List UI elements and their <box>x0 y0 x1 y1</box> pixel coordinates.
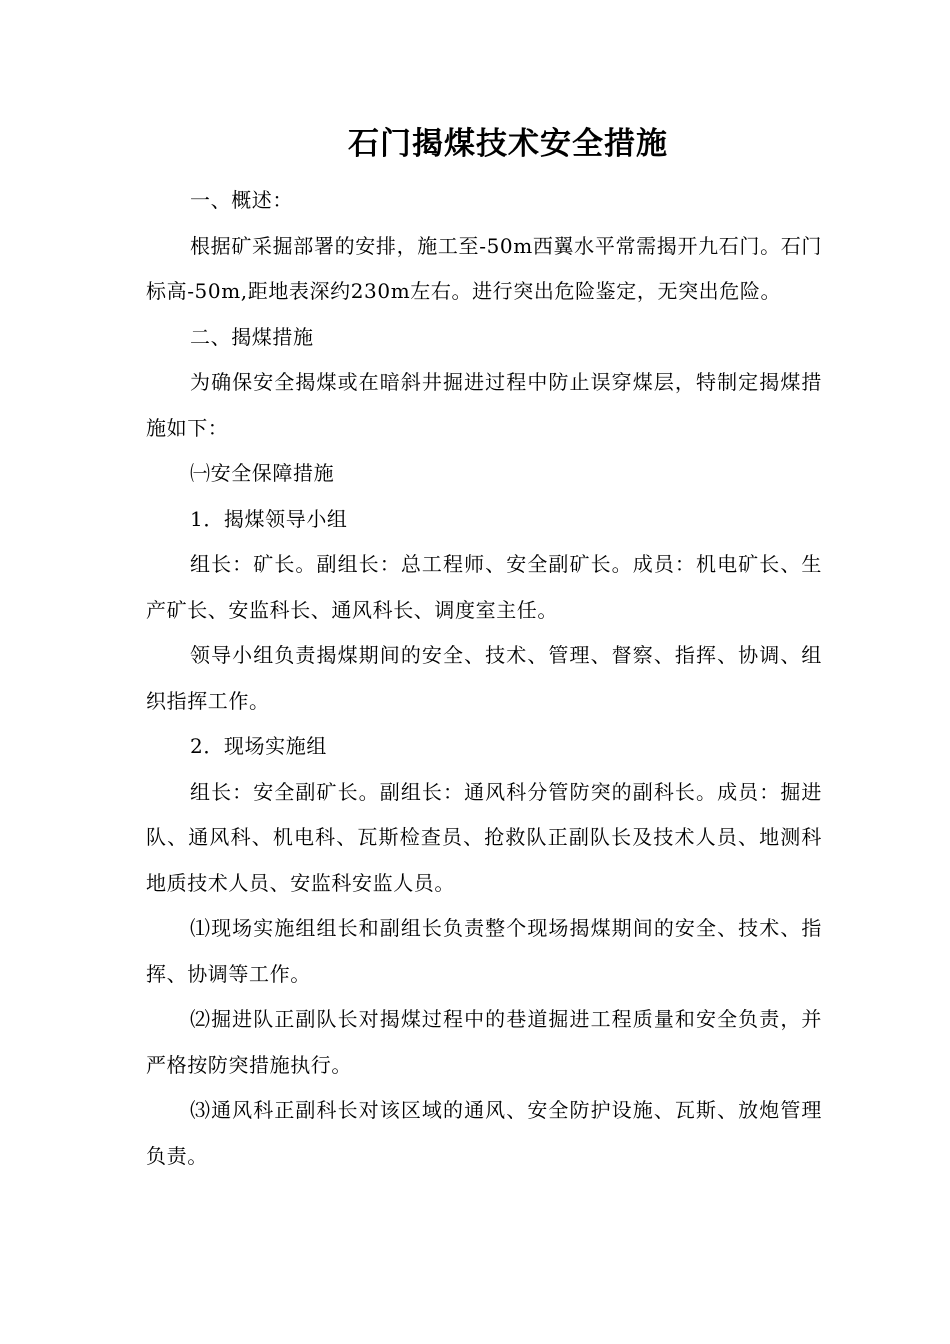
paragraph: 领导小组负责揭煤期间的安全、技术、管理、督察、指挥、协调、组织指挥工作。 <box>146 643 822 713</box>
subsection-heading: ㈠安全保障措施 <box>190 461 335 485</box>
document-title: 石门揭煤技术安全措施 <box>348 126 668 162</box>
paragraph: 为确保安全揭煤或在暗斜井掘进过程中防止误穿煤层，特制定揭煤措施如下： <box>146 370 822 440</box>
section-heading-overview: 一、概述： <box>190 188 293 212</box>
numbered-heading: 1．揭煤领导小组 <box>190 506 348 531</box>
section-heading-measures: 二、揭煤措施 <box>190 324 314 349</box>
paragraph: 根据矿采掘部署的安排，施工至-50m西翼水平常需揭开九石门。石门标高-50m,距地表深约230m左右。进行突出危险鉴定，无突出危险。 <box>146 233 822 303</box>
list-item: ⑴现场实施组组长和副组长负责整个现场揭煤期间的安全、技术、指挥、协调等工作。 <box>146 916 822 986</box>
numbered-heading: 2．现场实施组 <box>190 734 327 758</box>
paragraph: 组长：矿长。副组长：总工程师、安全副矿长。成员：机电矿长、生产矿长、安监科长、通风科长、调度室主任。 <box>146 552 822 622</box>
list-item: ⑵掘进队正副队长对揭煤过程中的巷道掘进工程质量和安全负责，并严格按防突措施执行。 <box>146 1007 822 1077</box>
document-body <box>146 178 822 1179</box>
paragraph: 组长：安全副矿长。副组长：通风科分管防突的副科长。成员：掘进队、通风科、机电科、瓦斯检查员、抢救队正副队长及技术人员、地测科地质技术人员、安监科安监人员。 <box>146 779 822 895</box>
list-item: ⑶通风科正副科长对该区域的通风、安全防护设施、瓦斯、放炮管理负责。 <box>146 1098 822 1168</box>
